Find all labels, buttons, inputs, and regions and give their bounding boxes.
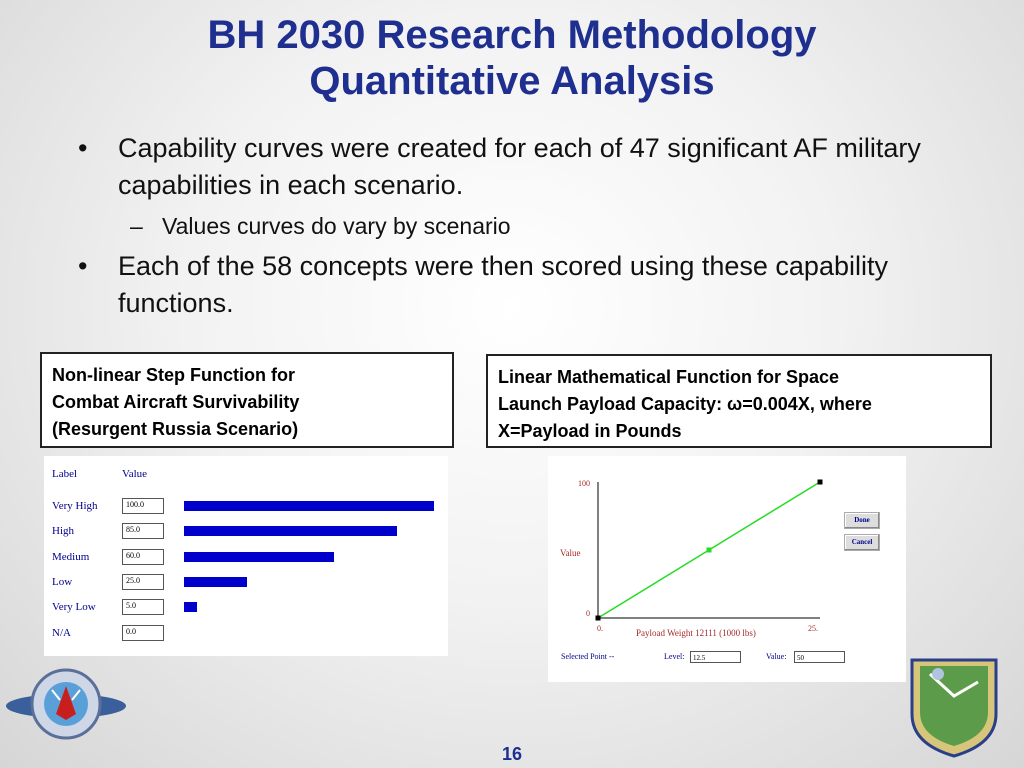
step-value-field[interactable]: 60.0 [122,549,164,565]
y-bottom-tick: 0 [586,609,590,618]
usaf-blue-horizons-logo [4,656,128,756]
step-row-label: N/A [52,626,71,639]
lamp-icon [932,668,944,680]
value-column-header: Value [122,468,148,480]
caption-line: Linear Mathematical Function for Space [498,367,840,387]
caption-line: Non-linear Step Function for [52,365,295,385]
bullet-dot: • [78,251,88,281]
done-button[interactable]: Done [844,512,880,529]
linear-function-caption [486,354,992,448]
selected-point-label: Selected Point -- [561,652,615,661]
bullet-item [78,248,978,322]
step-function-panel [44,456,448,656]
x-right-tick: 25. [808,624,818,633]
caption-line: X=Payload in Pounds [498,421,682,441]
slide-title [0,12,1024,104]
line-point[interactable] [818,480,823,485]
sub-bullet-item [78,210,978,242]
line-point[interactable] [596,616,601,621]
step-value-field[interactable]: 5.0 [122,599,164,615]
step-row-label: Low [52,575,73,588]
step-row-label: Medium [52,550,90,563]
caption-line: Launch Payload Capacity: ω=0.004X, where [498,394,872,414]
value-field[interactable]: 50 [794,651,845,663]
bullet-list [78,130,978,328]
bullet-dot: • [78,133,88,163]
y-axis-label: Value [560,548,581,558]
bullet-item [78,130,978,204]
step-bar[interactable] [184,526,397,536]
step-value-field[interactable]: 0.0 [122,625,164,641]
step-bar[interactable] [184,602,197,612]
step-row-label: Very High [52,500,98,512]
x-left-tick: 0. [597,624,603,633]
step-bar[interactable] [184,552,334,562]
step-function-caption [40,352,454,448]
caption-line: Combat Aircraft Survivability [52,392,300,412]
bullet-text: Each of the 58 concepts were then scored using these capability functions. [118,251,888,318]
label-column-header: Label [52,468,78,480]
bullet-text: Capability curves were created for each of 47 significant AF military capabilities in each scenario. [118,133,921,200]
title-line-1: BH 2030 Research Methodology [207,13,817,57]
sub-bullet-text: Values curves do vary by scenario [162,213,511,239]
step-bar[interactable] [184,501,434,511]
bullet-dash: – [130,213,143,239]
line-marks [596,480,823,621]
title-line-2: Quantitative Analysis [309,59,715,103]
level-field[interactable]: 12.5 [690,651,741,663]
page-number: 16 [501,744,523,764]
shield-field [920,666,988,746]
value-label: Value: [766,652,787,661]
cancel-button[interactable]: Cancel [844,534,880,551]
step-row-label: Very Low [52,601,96,614]
step-bar[interactable] [184,577,247,587]
y-top-tick: 100 [578,479,590,488]
caption-line: (Resurgent Russia Scenario) [52,419,299,439]
step-value-field[interactable]: 85.0 [122,523,164,539]
step-value-field[interactable]: 25.0 [122,574,164,590]
x-axis-label: Payload Weight 12111 (1000 lbs) [636,628,756,638]
linear-function-panel [548,456,906,682]
level-label: Level: [664,652,685,661]
step-value-field[interactable]: 100.0 [122,498,164,514]
linear-chart [548,456,906,682]
step-row-label: High [52,525,74,538]
line-point[interactable] [707,548,712,553]
